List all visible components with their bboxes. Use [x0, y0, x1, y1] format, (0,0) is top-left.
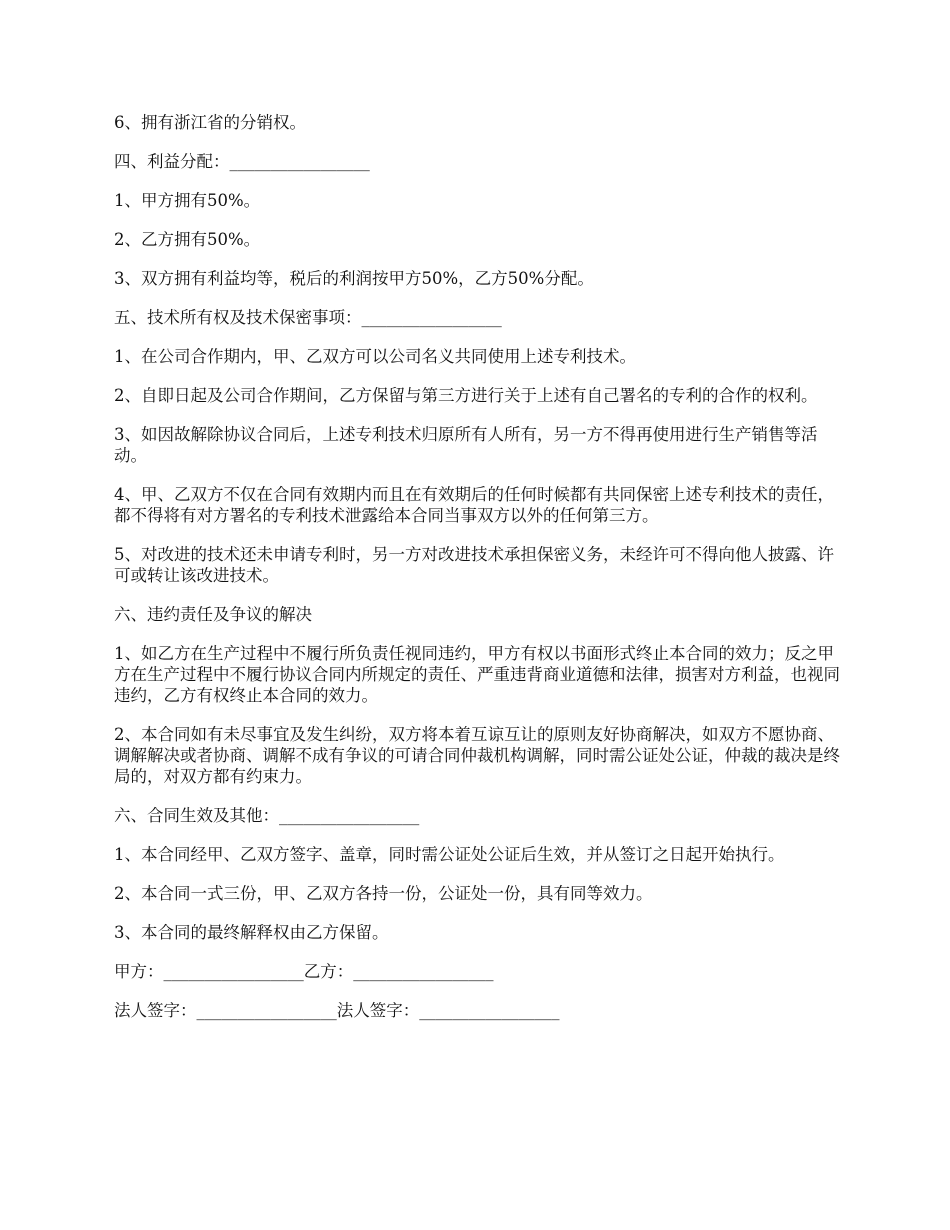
clause-party-a-share: 1、甲方拥有50%。 — [114, 191, 261, 210]
clause-dispute-resolution: 2、本合同如有未尽事宜及发生纠纷，双方将本着互谅互让的原则友好协商解决，如双方不愿协商、调解解决或者协商、调解不成有争议的可请合同仲裁机构调解，同时需公证处公证，仲裁的裁决是终局的，对双方都有约束力。 — [114, 725, 840, 786]
clause-distribution-rights: 6、拥有浙江省的分销权。 — [114, 113, 306, 132]
section-breach-heading: 六、违约责任及争议的解决 — [114, 605, 312, 624]
signature-parties: 甲方：_________________乙方：_________________ — [114, 962, 494, 981]
clause-interpretation: 3、本合同的最终解释权由乙方保留。 — [114, 923, 389, 942]
clause-termination-ownership: 3、如因故解除协议合同后，上述专利技术归原所有人所有，另一方不得再使用进行生产销售等活动。 — [114, 425, 818, 465]
clause-third-party-cooperation: 2、自即日起及公司合作期间，乙方保留与第三方进行关于上述有自己署名的专利的合作的权利。 — [114, 386, 818, 405]
document-page — [114, 112, 844, 1039]
signature-legal-reps: 法人签字：_________________法人签字：_________________ — [114, 1001, 560, 1020]
clause-effective-date: 1、本合同经甲、乙双方签字、盖章，同时需公证处公证后生效，并从签订之日起开始执行。 — [114, 845, 785, 864]
clause-shared-patent-use: 1、在公司合作期内，甲、乙双方可以公司名义共同使用上述专利技术。 — [114, 347, 636, 366]
clause-confidentiality: 4、甲、乙双方不仅在合同有效期内而且在有效期后的任何时候都有共同保密上述专利技术的责任，都不得将有对方署名的专利技术泄露给本合同当事双方以外的任何第三方。 — [114, 485, 834, 525]
clause-breach-liability: 1、如乙方在生产过程中不履行所负责任视同违约，甲方有权以书面形式终止本合同的效力；反之甲方在生产过程中不履行协议合同内所规定的责任、严重违背商业道德和法律，损害对方利益，也视同违约，乙方有权终止本合同的效力。 — [114, 644, 840, 705]
section-tech-ownership-heading: 五、技术所有权及技术保密事项：_________________ — [114, 308, 502, 327]
clause-improved-tech: 5、对改进的技术还未申请专利时，另一方对改进技术承担保密义务，未经许可不得向他人披露、许可或转让该改进技术。 — [114, 545, 834, 585]
clause-equal-profit: 3、双方拥有利益均等，税后的利润按甲方50%，乙方50%分配。 — [114, 269, 594, 288]
clause-copies: 2、本合同一式三份，甲、乙双方各持一份，公证处一份，具有同等效力。 — [114, 884, 653, 903]
section-effectiveness-heading: 六、合同生效及其他：_________________ — [114, 806, 420, 825]
section-profit-distribution-heading: 四、利益分配：_________________ — [114, 152, 370, 171]
clause-party-b-share: 2、乙方拥有50%。 — [114, 230, 261, 249]
